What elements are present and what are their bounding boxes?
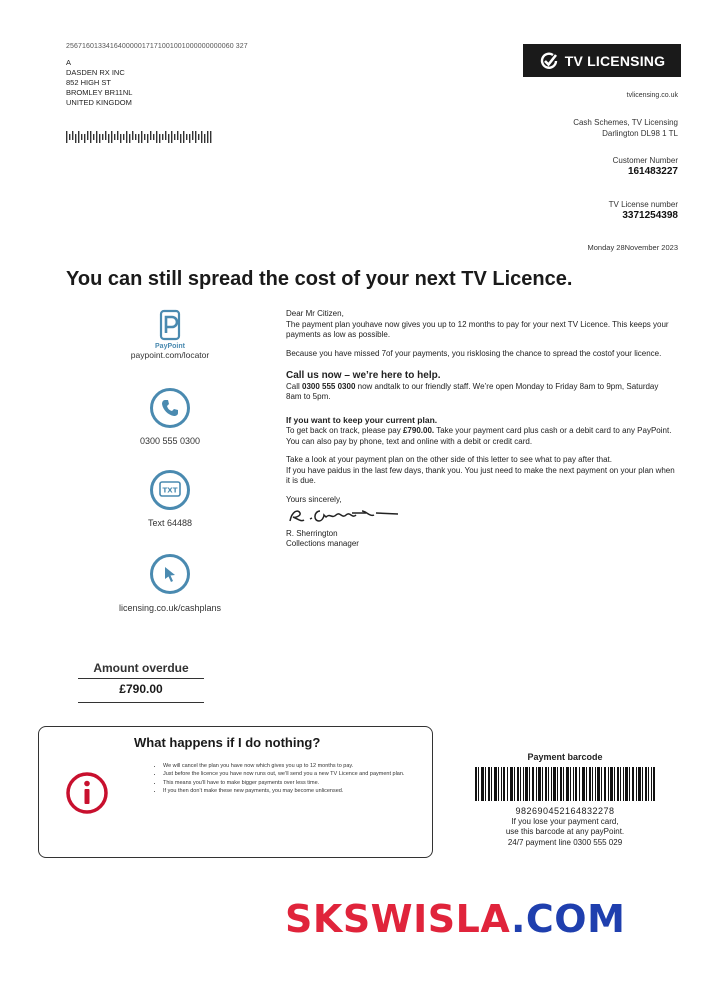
letter-body — [286, 309, 676, 550]
payment-line: 24/7 payment line 0300 555 029 — [507, 837, 623, 847]
letter-date: Monday 28November 2023 — [587, 243, 678, 252]
paypoint-contact — [85, 309, 255, 360]
keep-heading: If you want to keep your current plan. — [286, 414, 438, 425]
address-line: 852 HIGH ST — [66, 78, 112, 87]
sender-address-line: Darlington DL98 1 TL — [602, 129, 678, 138]
call-pre: Call — [286, 381, 303, 391]
phone-number[interactable]: 0300 555 0300 — [139, 436, 201, 446]
amount-overdue-label: Amount overdue — [78, 661, 204, 679]
sender-address-line: Cash Schemes, TV Licensing — [573, 118, 678, 127]
paragraph-plan-overleaf: Take a look at your payment plan on the other side of this letter to see what to pay after that. — [286, 455, 612, 464]
paypoint-brand: PayPoint — [155, 343, 185, 350]
info-icon — [65, 771, 109, 815]
payment-barcode-block — [460, 752, 670, 848]
customer-number — [613, 155, 678, 177]
paragraph-thanks: If you have paidus in the last few days, thank you. You just need to make the next payment on your plan when it is due. — [286, 465, 675, 485]
paypoint-icon — [153, 309, 187, 341]
amount-overdue — [78, 661, 204, 703]
payment-barcode — [475, 767, 655, 801]
recipient-address — [66, 58, 132, 108]
list-item: • This means you’ll have to make bigger payments over less time. — [163, 780, 425, 787]
license-number-value: 3371254398 — [622, 210, 678, 221]
text-contact — [85, 470, 255, 528]
keep-post: Take your payment card plus cash or a debit card to any PayPoint. You can also pay by phone, text and online with a debit or credit card. — [286, 426, 672, 446]
tv-licensing-logo — [523, 44, 681, 77]
reference-line: 256716013341640000017171001001000000000060 327 — [66, 43, 248, 50]
customer-number-value: 161483227 — [627, 166, 678, 177]
barcode-note: use this barcode at any payPoint. — [505, 827, 625, 836]
customer-number-label: Customer Number — [612, 156, 678, 165]
svg-text:TXT: TXT — [162, 486, 178, 495]
signoff: Yours sincerely, — [286, 494, 342, 504]
signer-title: Collections manager — [286, 539, 359, 548]
sender-address — [573, 117, 678, 139]
address-line: UNITED KINGDOM — [66, 98, 132, 107]
cashplans-link[interactable]: licensing.co.uk/cashplans — [118, 603, 222, 613]
tick-icon — [539, 51, 559, 71]
watermark — [285, 897, 625, 941]
keep-amount: £790.00. — [402, 426, 435, 435]
logo-text: TV LICENSING — [564, 52, 666, 69]
phone-icon — [150, 388, 190, 428]
website: tvlicensing.co.uk — [626, 92, 678, 99]
signer-name: R. Sherrington — [286, 528, 338, 538]
greeting: Dear Mr Citizen, — [286, 309, 344, 318]
watermark-part1: SKSWISLA — [285, 897, 511, 941]
warning-box — [38, 726, 433, 858]
keep-pre: To get back on track, please pay — [286, 426, 403, 435]
postal-barcode — [66, 131, 216, 143]
phone-contact — [85, 388, 255, 446]
paragraph-plan: The payment plan youhave now gives you up to 12 months to pay for your next TV Licence. This keeps your payments as low as possible. — [286, 319, 669, 339]
call-post: now andtalk to our friendly staff. We’re open Monday to Friday 8am to 9pm, Saturday 8am to 5pm. — [286, 381, 659, 401]
text-message-icon — [150, 470, 190, 510]
call-number: 0300 555 0300 — [302, 381, 356, 391]
cursor-icon — [150, 554, 190, 594]
address-line: BROMLEY BR11NL — [66, 88, 133, 97]
barcode-number: 982690452164832278 — [515, 806, 615, 816]
paragraph-missed: Because you have missed 7of your payments, you risklosing the chance to spread the costof your licence. — [286, 348, 662, 358]
paypoint-link[interactable]: paypoint.com/locator — [130, 350, 210, 360]
text-number[interactable]: Text 64488 — [147, 518, 193, 528]
barcode-note: If you lose your payment card, — [511, 816, 619, 826]
license-number — [609, 199, 678, 221]
address-line: DASDEN RX INC — [66, 68, 125, 77]
barcode-title: Payment barcode — [527, 752, 603, 762]
watermark-part2: .COM — [510, 897, 626, 941]
warning-title: What happens if I do nothing? — [134, 735, 321, 750]
list-item: • Just before the licence you have now runs out, we’ll send you a new TV Licence and payment plan. — [163, 771, 425, 778]
amount-overdue-value: £790.00 — [78, 679, 204, 703]
list-item: • We will cancel the plan you have now which gives you up to 12 months to pay. — [163, 763, 425, 770]
signature — [286, 505, 406, 525]
call-heading: Call us now – we’re here to help. — [286, 370, 441, 381]
license-number-label: TV License number — [608, 200, 678, 209]
address-line: A — [66, 58, 72, 67]
warning-list — [147, 763, 425, 796]
headline: You can still spread the cost of your next TV Licence. — [66, 268, 573, 290]
web-contact — [85, 554, 255, 613]
list-item: • If you then don’t make these new payments, you may become unlicensed. — [163, 788, 425, 795]
